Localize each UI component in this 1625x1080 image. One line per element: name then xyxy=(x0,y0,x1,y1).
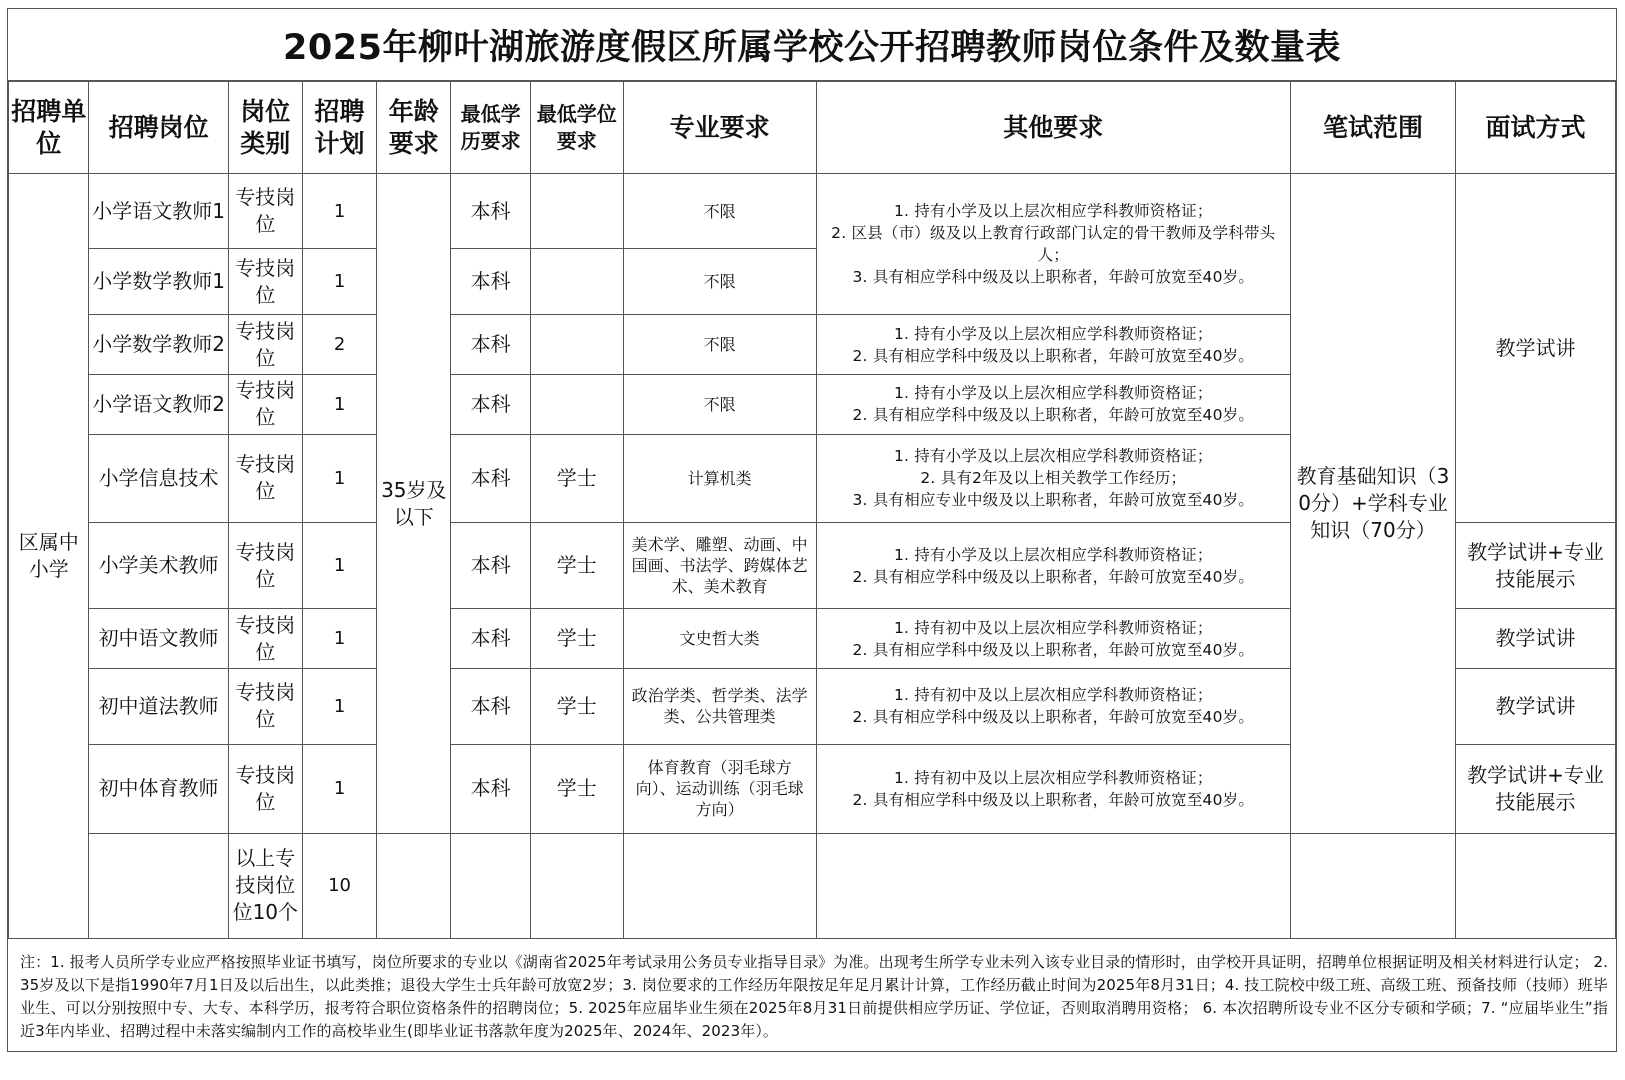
total-empty-cell xyxy=(451,833,530,938)
total-empty-cell xyxy=(623,833,816,938)
degree-cell: 学士 xyxy=(530,669,623,745)
other-line: 2. 具有相应学科中级及以上职称者，年龄可放宽至40岁。 xyxy=(852,708,1255,727)
other-line: 1. 持有小学及以上层次相应学科教师资格证； xyxy=(893,384,1213,403)
category-cell: 专技岗位 xyxy=(228,669,302,745)
post-cell: 初中体育教师 xyxy=(89,744,228,833)
other-line: 2. 具有相应学科中级及以上职称者，年龄可放宽至40岁。 xyxy=(852,346,1255,365)
interview-cell: 教学试讲 xyxy=(1456,609,1616,669)
header-exam: 笔试范围 xyxy=(1291,82,1456,174)
age-cell: 35岁及以下 xyxy=(377,174,451,834)
degree-cell: 学士 xyxy=(530,523,623,609)
major-cell: 不限 xyxy=(623,174,816,249)
interview-cell: 教学试讲+专业技能展示 xyxy=(1456,523,1616,609)
plan-cell: 1 xyxy=(302,744,376,833)
other-cell xyxy=(816,374,1290,434)
other-line: 2. 具有2年及以上相关教学工作经历； xyxy=(920,469,1187,488)
degree-cell: 学士 xyxy=(530,744,623,833)
major-cell: 不限 xyxy=(623,374,816,434)
edu-cell: 本科 xyxy=(451,374,530,434)
other-cell xyxy=(816,609,1290,669)
edu-cell: 本科 xyxy=(451,669,530,745)
header-age: 年龄要求 xyxy=(377,82,451,174)
major-cell: 体育教育（羽毛球方向）、运动训练（羽毛球方向） xyxy=(623,744,816,833)
post-cell: 初中道法教师 xyxy=(89,669,228,745)
total-empty-cell xyxy=(530,833,623,938)
header-plan: 招聘计划 xyxy=(302,82,376,174)
other-line: 1. 持有初中及以上层次相应学科教师资格证； xyxy=(893,686,1213,705)
other-line: 2. 具有相应学科中级及以上职称者，年龄可放宽至40岁。 xyxy=(852,406,1255,425)
post-cell: 小学语文教师1 xyxy=(89,174,228,249)
major-cell: 美术学、雕塑、动画、中国画、书法学、跨媒体艺术、美术教育 xyxy=(623,523,816,609)
edu-cell: 本科 xyxy=(451,744,530,833)
total-empty-cell xyxy=(377,833,451,938)
plan-cell: 1 xyxy=(302,174,376,249)
other-line: 1. 持有小学及以上层次相应学科教师资格证； xyxy=(893,447,1213,466)
other-line: 2. 具有相应学科中级及以上职称者，年龄可放宽至40岁。 xyxy=(852,567,1255,586)
degree-cell xyxy=(530,174,623,249)
major-cell: 政治学类、哲学类、法学类、公共管理类 xyxy=(623,669,816,745)
post-cell: 小学数学教师2 xyxy=(89,315,228,375)
header-other: 其他要求 xyxy=(816,82,1290,174)
edu-cell: 本科 xyxy=(451,523,530,609)
plan-cell: 1 xyxy=(302,374,376,434)
degree-cell xyxy=(530,248,623,314)
category-cell: 专技岗位 xyxy=(228,374,302,434)
total-label-cell: 以上专技岗位位10个 xyxy=(228,833,302,938)
degree-cell xyxy=(530,374,623,434)
plan-cell: 1 xyxy=(302,523,376,609)
table-row xyxy=(9,174,1616,249)
plan-cell: 1 xyxy=(302,609,376,669)
header-degree: 最低学位要求 xyxy=(530,82,623,174)
header-post: 招聘岗位 xyxy=(89,82,228,174)
category-cell: 专技岗位 xyxy=(228,609,302,669)
header-row xyxy=(9,82,1616,174)
exam-cell: 教育基础知识（30分）+学科专业知识（70分） xyxy=(1291,174,1456,834)
category-cell: 专技岗位 xyxy=(228,315,302,375)
major-cell: 文史哲大类 xyxy=(623,609,816,669)
other-cell xyxy=(816,744,1290,833)
other-cell xyxy=(816,669,1290,745)
post-cell: 小学美术教师 xyxy=(89,523,228,609)
positions-table xyxy=(8,81,1616,939)
degree-cell: 学士 xyxy=(530,434,623,522)
total-empty-cell xyxy=(1291,833,1456,938)
other-line: 2. 区县（市）级及以上教育行政部门认定的骨干教师及学科带头人； xyxy=(831,224,1276,265)
category-cell: 专技岗位 xyxy=(228,434,302,522)
other-cell xyxy=(816,174,1290,315)
major-cell: 不限 xyxy=(623,315,816,375)
interview-cell: 教学试讲 xyxy=(1456,669,1616,745)
total-empty-cell xyxy=(816,833,1290,938)
total-empty-cell xyxy=(1456,833,1616,938)
other-line: 1. 持有初中及以上层次相应学科教师资格证； xyxy=(893,618,1213,637)
other-cell xyxy=(816,434,1290,522)
post-cell: 初中语文教师 xyxy=(89,609,228,669)
post-cell: 小学语文教师2 xyxy=(89,374,228,434)
edu-cell: 本科 xyxy=(451,174,530,249)
interview-cell: 教学试讲+专业技能展示 xyxy=(1456,744,1616,833)
plan-cell: 2 xyxy=(302,315,376,375)
total-empty-cell xyxy=(89,833,228,938)
other-line: 3. 具有相应学科中级及以上职称者，年龄可放宽至40岁。 xyxy=(852,268,1255,287)
recruitment-sheet xyxy=(7,8,1617,1052)
degree-cell xyxy=(530,315,623,375)
degree-cell: 学士 xyxy=(530,609,623,669)
other-line: 1. 持有初中及以上层次相应学科教师资格证； xyxy=(893,768,1213,787)
header-category: 岗位类别 xyxy=(228,82,302,174)
major-cell: 计算机类 xyxy=(623,434,816,522)
plan-cell: 1 xyxy=(302,248,376,314)
other-line: 1. 持有小学及以上层次相应学科教师资格证； xyxy=(893,202,1213,221)
major-cell: 不限 xyxy=(623,248,816,314)
other-cell xyxy=(816,315,1290,375)
category-cell: 专技岗位 xyxy=(228,744,302,833)
post-cell: 小学数学教师1 xyxy=(89,248,228,314)
post-cell: 小学信息技术 xyxy=(89,434,228,522)
category-cell: 专技岗位 xyxy=(228,174,302,249)
plan-cell: 1 xyxy=(302,434,376,522)
edu-cell: 本科 xyxy=(451,609,530,669)
unit-cell: 区属中小学 xyxy=(9,174,89,939)
edu-cell: 本科 xyxy=(451,315,530,375)
footnote: 注：1. 报考人员所学专业应严格按照毕业证书填写，岗位所要求的专业以《湖南省2025年考试录用公务员专业指导目录》为准。出现考生所学专业未列入该专业目录的情形时，由学校开具证明，招聘单位根据证明及相关材料进行认定； 2. 35岁及以下是指1990年7月1日及以后出生，以此类推；退役大学生士兵年龄可放宽2岁；3. 岗位要求的工作经历年限按足年足月累计计算，工作经历截止时间为2025年8月31日；4. 技工院校中级工班、高级工班、预备技师（技师）班毕业生、可以分别按照中专、大专、本科学历，报考符合职位资格条件的招聘岗位；5. 2025年应届毕业生须在2025年8月31日前提供相应学历证、学位证，否则取消聘用资格； 6. 本次招聘所设专业不区分专硕和学硕；7. “应届毕业生”指近3年内毕业、招聘过程中未落实编制内工作的高校毕业生(即毕业证书落款年度为2025年、2024年、2023年）。 xyxy=(20,953,1608,1040)
header-interview: 面试方式 xyxy=(1456,82,1616,174)
header-unit: 招聘单位 xyxy=(9,82,89,174)
category-cell: 专技岗位 xyxy=(228,248,302,314)
edu-cell: 本科 xyxy=(451,248,530,314)
other-line: 1. 持有小学及以上层次相应学科教师资格证； xyxy=(893,324,1213,343)
page-title: 2025年柳叶湖旅游度假区所属学校公开招聘教师岗位条件及数量表 xyxy=(8,9,1616,81)
other-line: 3. 具有相应专业中级及以上职称者，年龄可放宽至40岁。 xyxy=(852,491,1255,510)
plan-cell: 1 xyxy=(302,669,376,745)
header-major: 专业要求 xyxy=(623,82,816,174)
edu-cell: 本科 xyxy=(451,434,530,522)
interview-cell: 教学试讲 xyxy=(1456,174,1616,523)
other-line: 1. 持有小学及以上层次相应学科教师资格证； xyxy=(893,545,1213,564)
total-plan-cell: 10 xyxy=(302,833,376,938)
other-line: 2. 具有相应学科中级及以上职称者，年龄可放宽至40岁。 xyxy=(852,790,1255,809)
other-line: 2. 具有相应学科中级及以上职称者，年龄可放宽至40岁。 xyxy=(852,640,1255,659)
other-cell xyxy=(816,523,1290,609)
header-edu: 最低学历要求 xyxy=(451,82,530,174)
total-row xyxy=(9,833,1616,938)
category-cell: 专技岗位 xyxy=(228,523,302,609)
